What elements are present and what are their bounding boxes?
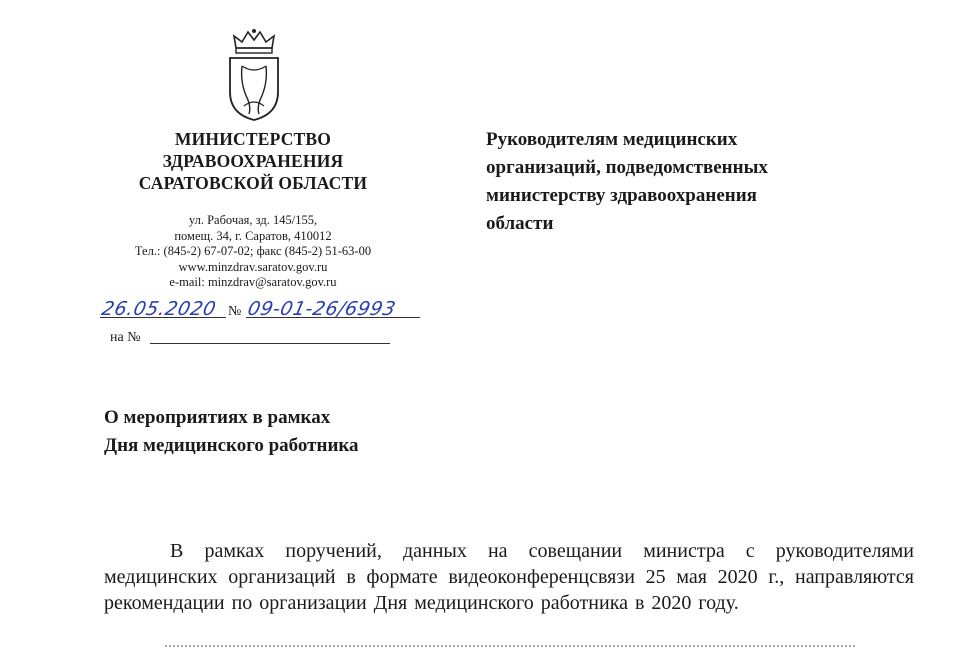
address-line: ул. Рабочая, зд. 145/155, [188, 213, 318, 227]
reference-label: на № [110, 330, 141, 345]
addressee-line: министерству здравоохранения [486, 185, 757, 206]
addressee-line: Руководителям медицинских [486, 129, 738, 150]
website-line: www.minzdrav.saratov.gov.ru [178, 259, 328, 274]
reference-line [110, 328, 390, 348]
contact-block [108, 213, 398, 291]
subject-block [104, 404, 504, 460]
handwritten-date: 26.05.2020 [99, 298, 219, 320]
registration-line [98, 296, 418, 322]
addressee-line: области [486, 213, 554, 234]
number-sign: № [228, 304, 242, 319]
reference-underline [150, 343, 390, 344]
org-name-line: ЗДРАВООХРАНЕНИЯ [162, 151, 344, 171]
next-line-fragment [165, 645, 855, 650]
address-line: помещ. 34, г. Саратов, 410012 [174, 228, 332, 243]
subject-line: Дня медицинского работника [104, 435, 359, 456]
organization-name [118, 128, 388, 194]
coat-of-arms-icon [222, 28, 286, 124]
org-name-line: МИНИСТЕРСТВО [174, 129, 332, 149]
body-paragraph: В рамках поручений, данных на совещании министра с руководителями медицинских организаций в формате видеоконференцсвязи 25 мая 2020 г., направляются рекомендации по организации Дня медицинского работника в 2020 году. [104, 540, 914, 614]
phone-line: Тел.: (845-2) 67-07-02; факс (845-2) 51-63-00 [134, 244, 372, 258]
subject-line: О мероприятиях в рамках [104, 407, 331, 428]
email-line: e-mail: minzdrav@saratov.gov.ru [169, 275, 337, 289]
handwritten-reg-number: 09-01-26/6993 [245, 298, 398, 320]
org-name-line: САРАТОВСКОЙ ОБЛАСТИ [138, 173, 368, 193]
addressee-line: организаций, подведомственных [486, 157, 768, 178]
addressee-block [486, 126, 906, 238]
